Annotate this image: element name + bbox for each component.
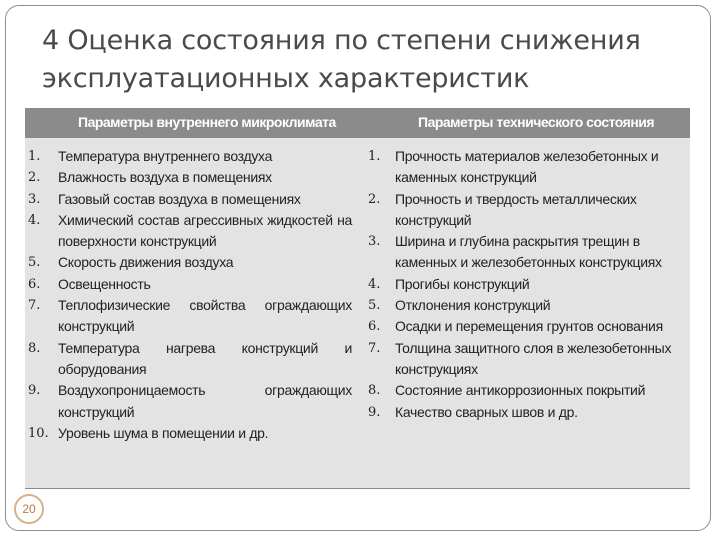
item-text: Состояние антикоррозионных покрытий (395, 382, 646, 399)
item-number: 8. (368, 383, 381, 399)
list-item (368, 295, 682, 316)
item-number: 3. (28, 191, 41, 207)
list-item (28, 338, 352, 381)
item-text: Осадки и перемещения грунтов основания (395, 318, 663, 335)
item-number: 4. (28, 212, 41, 228)
list-item (28, 210, 352, 253)
item-number: 4. (368, 276, 381, 292)
item-text: Прогибы конструкций (395, 275, 530, 292)
item-text: Химический состав агрессивных жидкостей на поверхности конструкций (58, 211, 352, 250)
list-item (368, 338, 682, 381)
header-technical-state: Параметры технического состояния (418, 114, 655, 130)
item-number: 7. (368, 340, 381, 356)
item-text: Качество сварных швов и др. (395, 403, 578, 420)
item-number: 9. (368, 404, 381, 420)
header-microclimate: Параметры внутреннего микроклимата (78, 114, 336, 130)
item-text: Скорость движения воздуха (58, 254, 234, 271)
item-number: 2. (368, 191, 381, 207)
item-text: Температура внутреннего воздуха (58, 148, 273, 164)
microclimate-list (28, 146, 352, 444)
item-number: 2. (28, 170, 41, 186)
list-item (28, 252, 352, 273)
item-number: 8. (28, 340, 41, 356)
item-text: Ширина и глубина раскрытия трещин в каменных и железобетонных конструкциях (395, 233, 662, 271)
item-text: Воздухопроницаемость ограждающих конструкций (58, 382, 352, 420)
technical-state-list (368, 146, 682, 423)
list-item (368, 274, 682, 295)
page-number-badge: 20 (14, 494, 44, 524)
list-item (368, 146, 682, 189)
list-item (368, 231, 682, 274)
list-item (28, 423, 352, 444)
item-text: Прочность материалов железобетонных и каменных конструкций (395, 148, 659, 186)
item-number: 5. (368, 298, 381, 314)
list-item (368, 402, 682, 423)
item-number: 9. (28, 383, 41, 399)
list-item (368, 380, 682, 401)
item-number: 1. (28, 149, 41, 164)
slide-title: 4 Оценка состояния по степени снижения эксплуатационных характеристик (42, 25, 641, 94)
item-text: Теплофизические свойства ограждающих конструкций (58, 297, 352, 335)
list-item (28, 167, 352, 188)
table-header-row (25, 108, 690, 138)
parameters-table (25, 108, 690, 489)
item-text: Отклонения конструкций (395, 297, 551, 314)
item-text: Газовый состав воздуха в помещениях (58, 190, 301, 207)
item-number: 6. (28, 276, 41, 292)
item-text: Влажность воздуха в помещениях (58, 169, 272, 186)
item-number: 7. (28, 298, 41, 314)
item-text: Уровень шума в помещении и др. (58, 424, 269, 441)
item-number: 10. (28, 425, 49, 441)
list-item (368, 316, 682, 337)
item-text: Освещенность (58, 275, 151, 292)
list-item (28, 380, 352, 423)
list-item (28, 274, 352, 295)
item-text: Прочность и твердость металлических конструкций (395, 190, 637, 228)
list-item (28, 295, 352, 338)
list-item (368, 189, 682, 232)
list-item (28, 189, 352, 210)
item-text: Толщина защитного слоя в железобетонных конструкциях (395, 339, 672, 377)
item-number: 3. (368, 234, 381, 250)
list-item (28, 146, 352, 167)
item-text: Температура нагрева конструкций и оборудования (58, 339, 352, 377)
item-number: 6. (368, 319, 381, 335)
item-number: 1. (368, 149, 381, 164)
item-number: 5. (28, 255, 41, 271)
